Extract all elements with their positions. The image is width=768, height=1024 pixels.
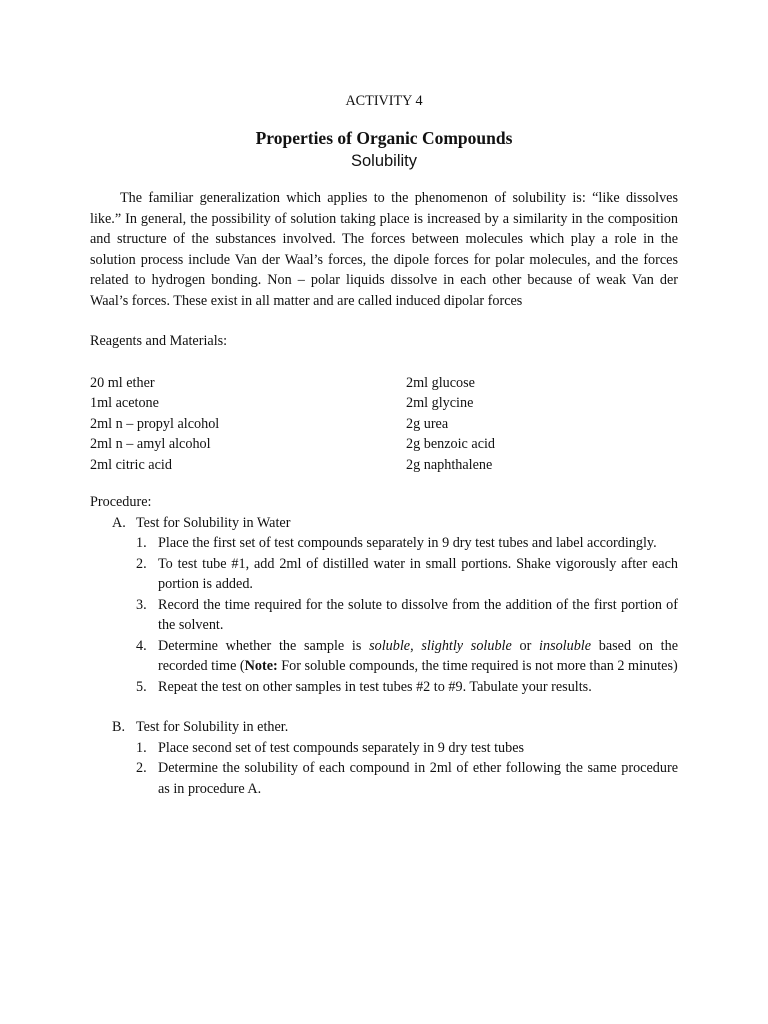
list-item: [90, 554, 678, 595]
material-item: 2ml glycine: [406, 395, 474, 411]
part-a-title: Test for Solubility in Water: [136, 514, 291, 531]
step-text: To test tube #1, add 2ml of distilled water in small portions. Shake vigorously after each portion is added.: [158, 555, 678, 592]
procedure-label: Procedure:: [90, 494, 152, 510]
document-page: [90, 91, 678, 799]
part-b-steps: [90, 738, 678, 800]
materials-list: [90, 373, 678, 476]
list-item: [90, 595, 678, 636]
part-a-steps: [90, 533, 678, 697]
material-item: 2g benzoic acid: [406, 436, 496, 452]
material-item: 2ml n – amyl alcohol: [90, 436, 211, 452]
step-number: 3.: [136, 596, 147, 613]
term-insoluble: insoluble: [539, 637, 592, 654]
step-text: Determine the solubility of each compound in 2ml of ether following the same procedure as in procedure A.: [158, 760, 678, 797]
activity-heading: ACTIVITY 4: [345, 93, 423, 109]
material-item: 2g naphthalene: [406, 456, 493, 473]
page-title: Properties of Organic Compounds: [255, 128, 513, 148]
part-a-letter: A.: [112, 514, 126, 531]
part-b-title: Test for Solubility in ether.: [136, 719, 289, 735]
part-b-heading: [90, 717, 678, 738]
step-number: 4.: [136, 637, 147, 654]
step-text: Place second set of test compounds separately in 9 dry test tubes: [158, 739, 525, 756]
step-number: 5.: [136, 678, 147, 695]
step-number: 2.: [136, 760, 147, 776]
material-item: 1ml acetone: [90, 395, 159, 411]
materials-label: Reagents and Materials:: [90, 333, 228, 349]
material-item: 2ml citric acid: [90, 456, 172, 473]
step-number: 1.: [136, 739, 147, 756]
term-soluble: soluble: [369, 637, 411, 654]
list-item: [90, 677, 678, 698]
step-text-part: Determine whether the sample is: [158, 637, 370, 654]
step-number: 1.: [136, 535, 147, 551]
material-item: 2ml n – propyl alcohol: [90, 415, 220, 432]
step-text-part: For soluble compounds, the time required is not more than 2 minutes): [277, 658, 678, 674]
step-text: [158, 638, 678, 675]
step-text: Place the first set of test compounds separately in 9 dry test tubes and label accordingly.: [158, 535, 657, 551]
term-slightly-soluble: slightly soluble: [421, 637, 512, 654]
part-b-letter: B.: [112, 719, 126, 735]
step-text-part: ,: [410, 637, 422, 654]
list-item: [90, 533, 678, 554]
step-text-part: based on the recorded time (: [158, 637, 678, 674]
material-item: 2g urea: [406, 415, 449, 432]
list-item: [90, 636, 678, 677]
step-number: 2.: [136, 555, 147, 572]
page-subtitle: Solubility: [350, 152, 418, 170]
step-text-part: or: [511, 637, 540, 654]
step-text: Record the time required for the solute to dissolve from the addition of the first portion of the solvent.: [158, 596, 678, 633]
intro-paragraph: The familiar generalization which applies to the phenomenon of solubility is: “like dissolves like.” In general, the possibility of solution taking place is increased by a similarity in the composition and structure of the substances involved. The forces between molecules which play a role in the solution process include Van der Waal’s forces, the dipole forces for polar molecules, and the forces related to hydrogen bonding. Non – polar liquids dissolve in each other because of weak Van der Waal’s forces. These exist in all matter and are called induced dipolar forces: [90, 190, 678, 309]
note-label: Note:: [244, 658, 278, 674]
list-item: [90, 758, 678, 799]
material-item: 20 ml ether: [90, 374, 155, 391]
material-item: 2ml glucose: [406, 374, 475, 391]
part-a-heading: [90, 513, 678, 534]
list-item: [90, 738, 678, 759]
step-text: Repeat the test on other samples in test tubes #2 to #9. Tabulate your results.: [158, 678, 592, 695]
